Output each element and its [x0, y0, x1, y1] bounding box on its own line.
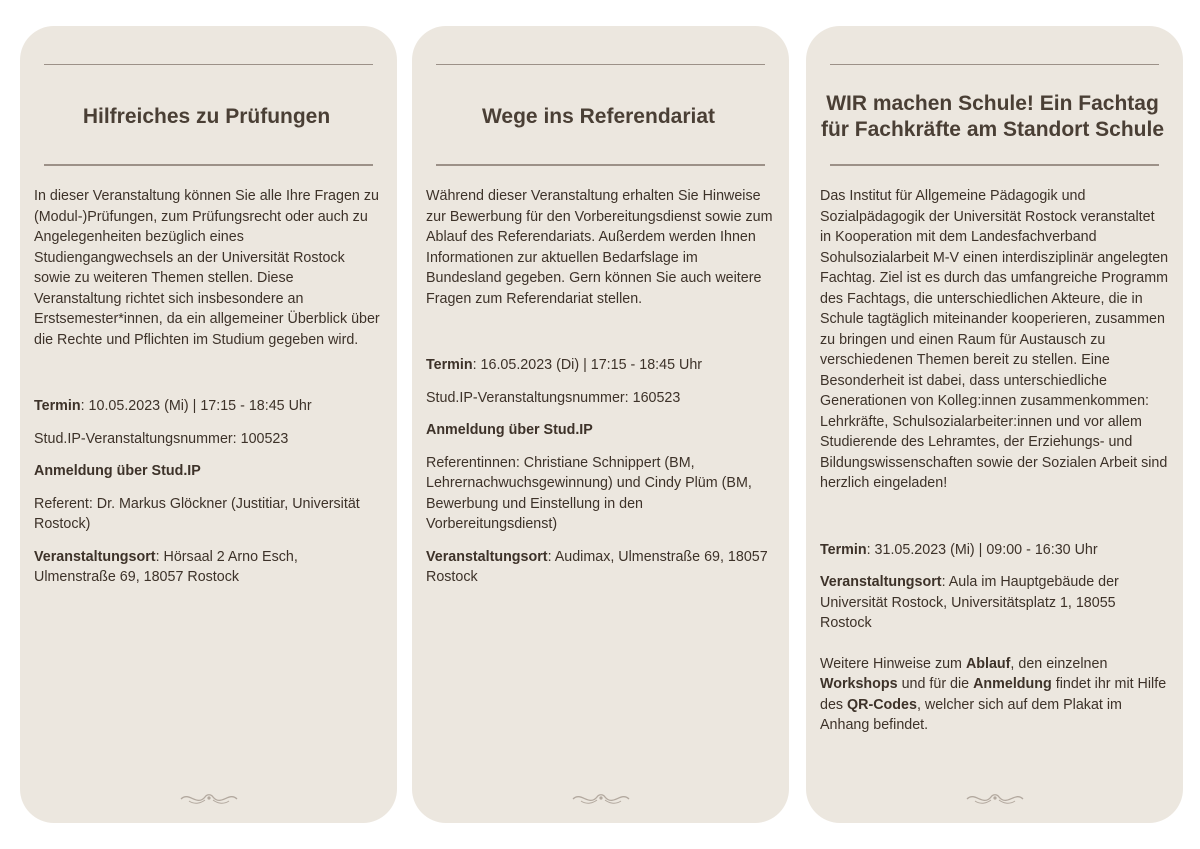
event-date — [34, 396, 383, 417]
top-divider — [830, 64, 1159, 65]
ornament-flourish-icon — [963, 789, 1027, 809]
info-anmeldung: Anmeldung — [973, 676, 1052, 692]
info-qr-codes: QR-Codes — [847, 696, 917, 713]
ornament-flourish-icon — [177, 789, 241, 809]
event-description: Während dieser Veranstaltung erhalten Sie Hinweise zur Bewerbung für den Vorbereitungsdienst sowie zum Ablauf des Referendariats. Außerdem werden Ihnen Informationen zur aktuellen Bedarfslage im Bundesland gegeben. Gern können Sie auch weitere Fragen zum Referendariat stellen. — [426, 188, 773, 307]
termin-value: : 10.05.2023 (Mi) | 17:15 - 18:45 Uhr — [80, 398, 312, 414]
registration-note: Anmeldung über Stud.IP — [34, 463, 201, 479]
event-date — [820, 540, 1169, 561]
termin-label: Termin — [426, 357, 473, 373]
info-workshops: Workshops — [820, 676, 898, 692]
title-divider — [44, 164, 373, 166]
event-location — [820, 572, 1169, 634]
card-content — [820, 186, 1169, 736]
location-label: Veranstaltungsort — [426, 548, 548, 565]
title-divider — [830, 164, 1159, 166]
location-label: Veranstaltungsort — [34, 548, 156, 565]
event-date — [426, 355, 775, 376]
termin-label: Termin — [34, 398, 81, 414]
event-card-referendariat — [412, 26, 789, 823]
speaker: Referentinnen: Christiane Schnippert (BM, Lehrernachwuchsgewinnung) und Cindy Plüm (BM, Bewerbung und Einstellung in den Vorbereitungsdienst) — [426, 454, 752, 532]
card-content — [426, 186, 775, 588]
termin-value: : 31.05.2023 (Mi) | 09:00 - 16:30 Uhr — [866, 541, 1098, 558]
location-value: : Aula im Hauptgebäude der Universität Rostock, Universitätsplatz 1, 18055 Rostock — [820, 574, 1119, 631]
registration-note: Anmeldung über Stud.IP — [426, 422, 593, 438]
location-value: : Audimax, Ulmenstraße 69, 18057 Rostock — [426, 548, 768, 585]
info-ablauf: Ablauf — [965, 655, 1011, 672]
top-divider — [436, 64, 765, 65]
studip-number: Stud.IP-Veranstaltungsnummer: 100523 — [34, 430, 289, 447]
card-content — [34, 186, 383, 588]
location-label: Veranstaltungsort — [820, 574, 942, 590]
speaker: Referent: Dr. Markus Glöckner (Justitiar, Universität Rostock) — [34, 495, 360, 532]
event-location — [426, 547, 775, 588]
top-divider — [44, 64, 373, 65]
card-title: WIR machen Schule! Ein Fachtag für Fachkräfte am Standort Schule — [820, 92, 1165, 141]
termin-label: Termin — [820, 541, 867, 558]
title-divider — [436, 164, 765, 166]
card-title: Wege ins Referendariat — [481, 105, 716, 128]
event-card-fachtag — [806, 26, 1183, 823]
event-description: In dieser Veranstaltung können Sie alle Ihre Fragen zu (Modul-)Prüfungen, zum Prüfungsrecht oder auch zu Angelegenheiten bezüglich eines Studiengangwechsels an der Universität Rostock sowie zu weiteren Themen stellen. Diese Veranstaltung richtet sich insbesondere an Erstsemester*innen, da ein allgemeiner Überblick über die Rechte und Pflichten im Studium gegeben wird. — [34, 188, 380, 348]
event-description: Das Institut für Allgemeine Pädagogik und Sozialpädagogik der Universität Rostock veranstaltet in Kooperation mit dem Landesfachverband Sohulsozialarbeit M-V einen interdisziplinär angelegten Fachtag. Ziel ist es durch das umfangreiche Programm des Fachtags, die unterschiedlichen Akteure, die in Schule tagtäglich miteinander kooperieren, zusammen zu bringen und einen Raum für Austausch zu verschiedenen Themen bereit zu stellen. Eine Besonderheit ist dabei, dass unterschiedliche Generationen von Kolleg:innen zusammenkommen: Lehrkräfte, Schulsozialarbeiter:innen und vor allem Studierende des Lehramtes, der Erziehungs- und Bildungswissenschaften sowie der Sozialen Arbeit sind herzlich eingeladen! — [820, 188, 1169, 491]
card-title: Hilfreiches zu Prüfungen — [82, 105, 331, 128]
ornament-flourish-icon — [569, 789, 633, 809]
event-location — [34, 547, 383, 588]
event-card-pruefungen — [20, 26, 397, 823]
studip-number: Stud.IP-Veranstaltungsnummer: 160523 — [426, 389, 681, 406]
location-value: : Hörsaal 2 Arno Esch, Ulmenstraße 69, 18057 Rostock — [34, 548, 298, 585]
termin-value: : 16.05.2023 (Di) | 17:15 - 18:45 Uhr — [472, 357, 703, 373]
further-info: Weitere Hinweise zum Ablauf, den einzelnen Workshops und für die Anmeldung findet ihr mit Hilfe des QR-Codes, welcher sich auf dem Plakat im Anhang befindet. — [820, 655, 1167, 733]
